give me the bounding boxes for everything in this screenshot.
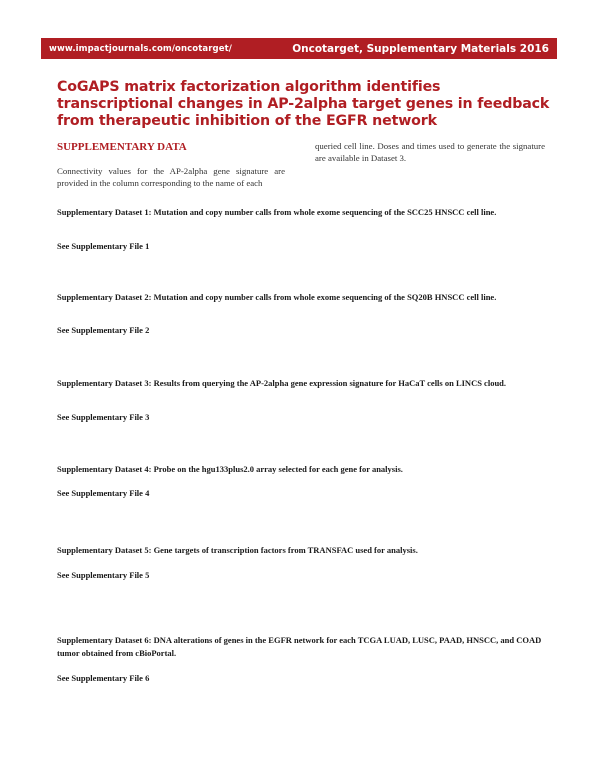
dataset-file-reference: See Supplementary File 6	[57, 673, 150, 683]
dataset-title: Supplementary Dataset 4: Probe on the hgu133plus2.0 array selected for each gene for analysis.	[57, 464, 403, 474]
dataset-title: Supplementary Dataset 6: DNA alterations of genes in the EGFR network for each TCGA LUAD, LUSC, PAAD, HNSCC, and COAD tumor obtained from cBioPortal.	[57, 635, 542, 658]
dataset-entry-5	[57, 544, 549, 580]
paper-title: CoGAPS matrix factorization algorithm identifies transcriptional changes in AP-2alpha target genes in feedback from therapeutic inhibition of the EGFR network	[57, 79, 550, 130]
journal-header-bar	[41, 38, 557, 59]
dataset-entry-3	[57, 377, 549, 422]
journal-url[interactable]: www.impactjournals.com/oncotarget/	[49, 43, 232, 54]
dataset-title: Supplementary Dataset 2: Mutation and copy number calls from whole exome sequencing of the SQ20B HNSCC cell line.	[57, 292, 497, 302]
dataset-title: Supplementary Dataset 5: Gene targets of transcription factors from TRANSFAC used for analysis.	[57, 545, 418, 555]
dataset-file-reference: See Supplementary File 1	[57, 241, 150, 251]
intro-text-left: Connectivity values for the AP-2alpha gene signature are provided in the column corresponding to the name of each	[57, 166, 285, 188]
dataset-file-reference: See Supplementary File 4	[57, 488, 150, 498]
dataset-entry-6	[57, 634, 549, 683]
dataset-file-reference: See Supplementary File 5	[57, 570, 150, 580]
dataset-title: Supplementary Dataset 1: Mutation and copy number calls from whole exome sequencing of the SCC25 HNSCC cell line.	[57, 207, 497, 217]
dataset-entry-2	[57, 291, 549, 335]
section-heading: SUPPLEMENTARY DATA	[57, 141, 187, 153]
journal-name: Oncotarget, Supplementary Materials 2016	[292, 42, 549, 55]
dataset-title: Supplementary Dataset 3: Results from querying the AP-2alpha gene expression signature for HaCaT cells on LINCS cloud.	[57, 378, 507, 388]
dataset-entry-4	[57, 463, 549, 498]
dataset-file-reference: See Supplementary File 3	[57, 412, 150, 422]
dataset-file-reference: See Supplementary File 2	[57, 325, 150, 335]
intro-text-right: queried cell line. Doses and times used to generate the signature are available in Dataset 3.	[315, 141, 545, 163]
dataset-entry-1	[57, 206, 549, 251]
